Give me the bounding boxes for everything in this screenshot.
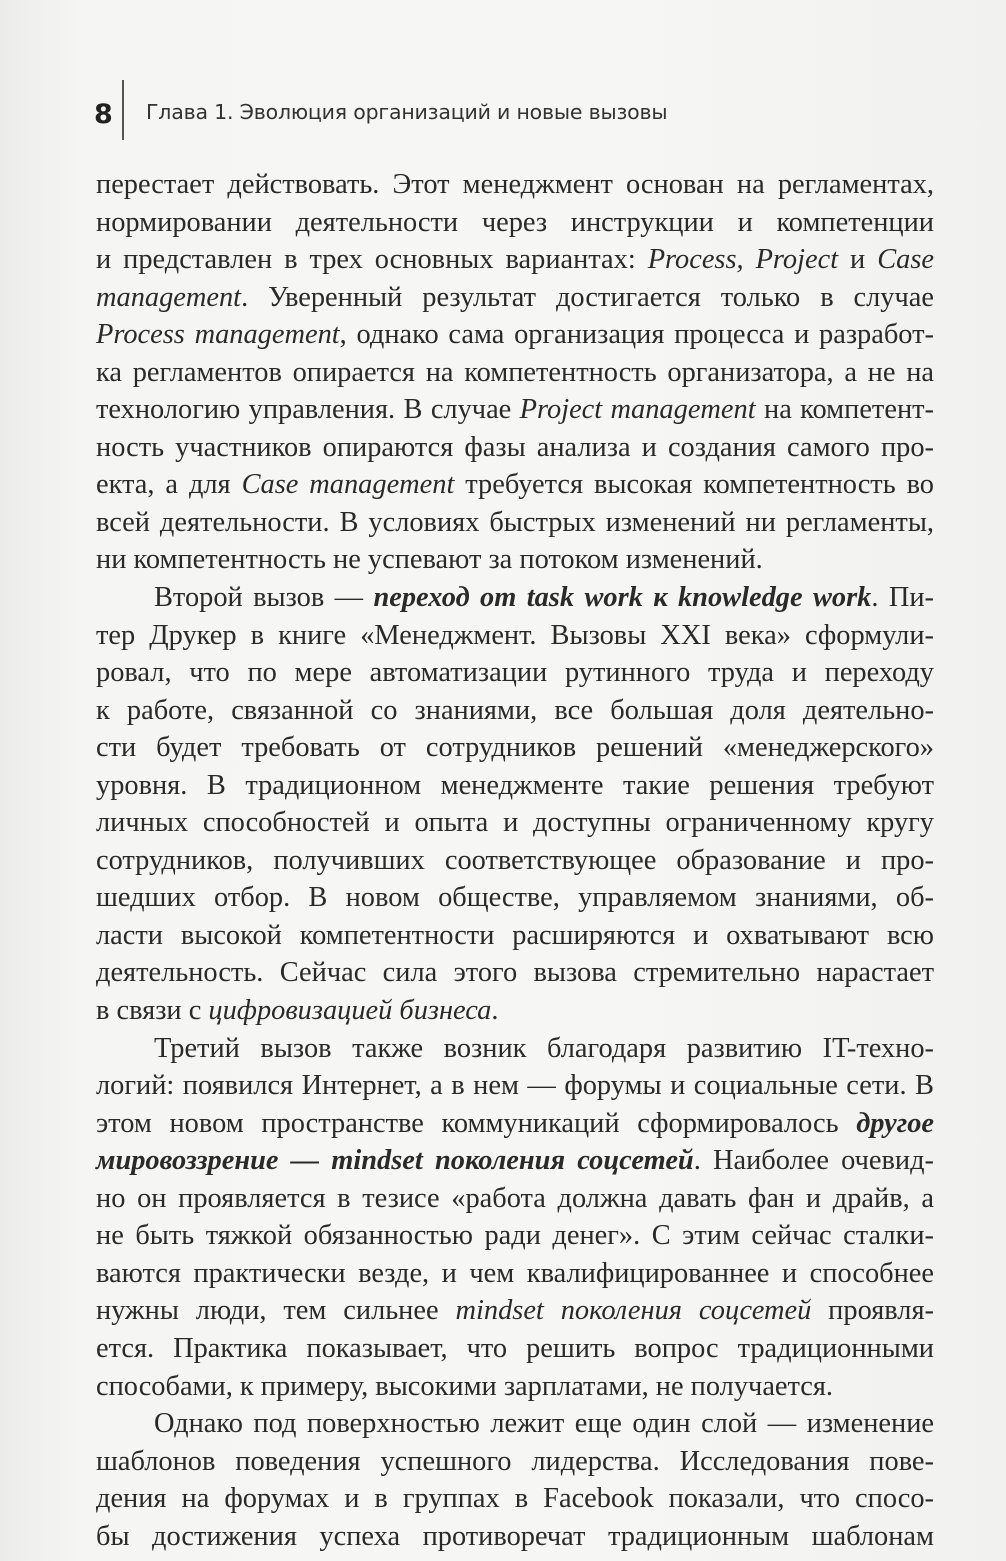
text-line	[96, 1443, 934, 1481]
text-line	[96, 1480, 934, 1518]
text-line	[96, 992, 934, 1030]
text-run: екта, а для	[96, 469, 242, 501]
text-run: уровня. В традиционном менеджменте такие решения требуют	[96, 769, 934, 801]
text-line	[96, 429, 934, 467]
text-line	[96, 166, 934, 204]
text-line	[96, 692, 934, 730]
text-run: Второй вызов —	[154, 582, 374, 614]
text-line	[96, 579, 934, 617]
text-run: к работе, связанной со знаниями, все большая доля деятельно-	[96, 694, 934, 726]
bold-italic-run: мировоззрение — mindset поколения соцсетей	[96, 1145, 694, 1177]
text-run: ность участников опираются фазы анализа и создания самого про-	[96, 431, 934, 463]
text-line	[96, 1105, 934, 1143]
chapter-title: Глава 1. Эволюция организаций и новые вызовы	[146, 100, 668, 124]
italic-run: Case management	[241, 469, 455, 501]
text-line	[96, 917, 934, 955]
text-run: ется. Практика показывает, что решить вопрос традиционными	[96, 1332, 934, 1364]
text-run: тер Друкер в книге «Менеджмент. Вызовы XXI века» сформули-	[96, 619, 934, 651]
text-line	[96, 241, 934, 279]
running-head	[94, 92, 120, 136]
text-line	[96, 316, 934, 354]
text-run: бы достижения успеха противоречат традиционным шаблонам	[96, 1520, 934, 1552]
text-run: проявля-	[811, 1295, 934, 1327]
text-run: Однако под поверхностью лежит еще один слой — изменение	[154, 1408, 934, 1440]
text-line	[96, 1142, 934, 1180]
text-run: ваются практически везде, и чем квалифицированнее и способнее	[96, 1257, 934, 1289]
italic-run: Process management	[96, 319, 340, 351]
text-run: этом новом пространстве коммуникаций сформировалось	[96, 1107, 857, 1139]
text-run: нужны люди, тем сильнее	[96, 1295, 456, 1327]
text-line	[96, 1217, 934, 1255]
italic-run: mindset поколения соцсетей	[455, 1295, 812, 1327]
italic-run: цифровизацией бизнеса	[208, 995, 492, 1027]
text-line	[96, 279, 934, 317]
text-run: на компетент-	[755, 394, 934, 426]
text-line	[96, 541, 934, 579]
text-run: личных способностей и опыта и доступны ограниченному кругу	[96, 807, 934, 839]
italic-run: Case	[877, 244, 934, 276]
text-line	[96, 1368, 934, 1406]
text-run: Третий вызов также возник благодаря развитию IT-техно-	[154, 1032, 934, 1064]
text-run: перестает действовать. Этот менеджмент основан на регламентах,	[96, 169, 934, 200]
text-line	[96, 617, 934, 655]
italic-run: Process, Project	[647, 244, 839, 276]
text-line	[96, 1292, 934, 1330]
text-run: шаблонов поведения успешного лидерства. Исследования пове-	[96, 1445, 934, 1477]
text-line	[96, 354, 934, 392]
text-line	[96, 466, 934, 504]
bold-italic-run: переход от task work к knowledge work	[373, 582, 872, 614]
text-run: ни компетентность не успевают за потоком изменений.	[96, 544, 763, 576]
text-run: нормировании деятельности через инструкции и компетенции	[96, 206, 934, 238]
header-divider	[122, 80, 124, 140]
text-line	[96, 804, 934, 842]
text-run: и представлен в трех основных вариантах:	[96, 244, 648, 276]
text-line	[96, 1405, 934, 1443]
text-line	[96, 767, 934, 805]
text-run: не быть тяжкой обязанностью ради денег». С этим сейчас сталки-	[96, 1220, 934, 1252]
text-run: , однако сама организация процесса и разработ-	[339, 319, 934, 351]
italic-run: management	[96, 281, 242, 313]
text-run: шедших отбор. В новом обществе, управляемом знаниями, об-	[96, 882, 934, 914]
text-line	[96, 879, 934, 917]
text-run: . Пи-	[871, 582, 934, 614]
text-line	[96, 1067, 934, 1105]
page-number: 8	[94, 98, 113, 130]
text-line	[96, 729, 934, 767]
text-run: но он проявляется в тезисе «работа должна давать фан и драйв, а	[96, 1182, 934, 1214]
text-run: . Уверенный результат достигается только в случае	[241, 281, 934, 313]
text-run: ка регламентов опирается на компетентность организатора, а не на	[96, 356, 934, 388]
bold-italic-run: другое	[856, 1107, 934, 1139]
text-line	[96, 954, 934, 992]
text-run: дения на форумах и в группах в Facebook показали, что спосо-	[96, 1483, 934, 1515]
text-line	[96, 1330, 934, 1368]
text-line	[96, 1518, 934, 1556]
text-run: требуется высокая компетентность во	[454, 469, 934, 501]
text-run: сотрудников, получивших соответствующее образование и про-	[96, 844, 934, 876]
text-run: . Наиболее очевид-	[693, 1145, 934, 1177]
text-line	[96, 842, 934, 880]
body-text	[96, 166, 934, 1555]
text-line	[96, 504, 934, 542]
text-run: логий: появился Интернет, а в нем — форумы и социальные сети. В	[96, 1070, 934, 1102]
text-run: сти будет требовать от сотрудников решений «менеджерского»	[96, 732, 934, 764]
text-run: всей деятельности. В условиях быстрых изменений ни регламенты,	[96, 506, 934, 538]
text-line	[96, 1255, 934, 1293]
text-run: ровал, что по мере автоматизации рутинного труда и переходу	[96, 657, 934, 689]
text-run: технологию управления. В случае	[96, 394, 520, 426]
text-line	[96, 1030, 934, 1068]
text-line	[96, 654, 934, 692]
text-run: ласти высокой компетентности расширяются и охватывают всю	[96, 919, 934, 951]
text-line	[96, 391, 934, 429]
text-run: и	[838, 244, 878, 276]
text-run: способами, к примеру, высокими зарплатами, не получается.	[96, 1370, 834, 1402]
text-run: деятельность. Сейчас сила этого вызова стремительно нарастает	[96, 957, 934, 989]
text-run: в связи с	[96, 995, 209, 1027]
text-line	[96, 204, 934, 242]
text-line	[96, 1180, 934, 1218]
text-run: .	[491, 995, 499, 1027]
italic-run: Project management	[519, 394, 756, 426]
